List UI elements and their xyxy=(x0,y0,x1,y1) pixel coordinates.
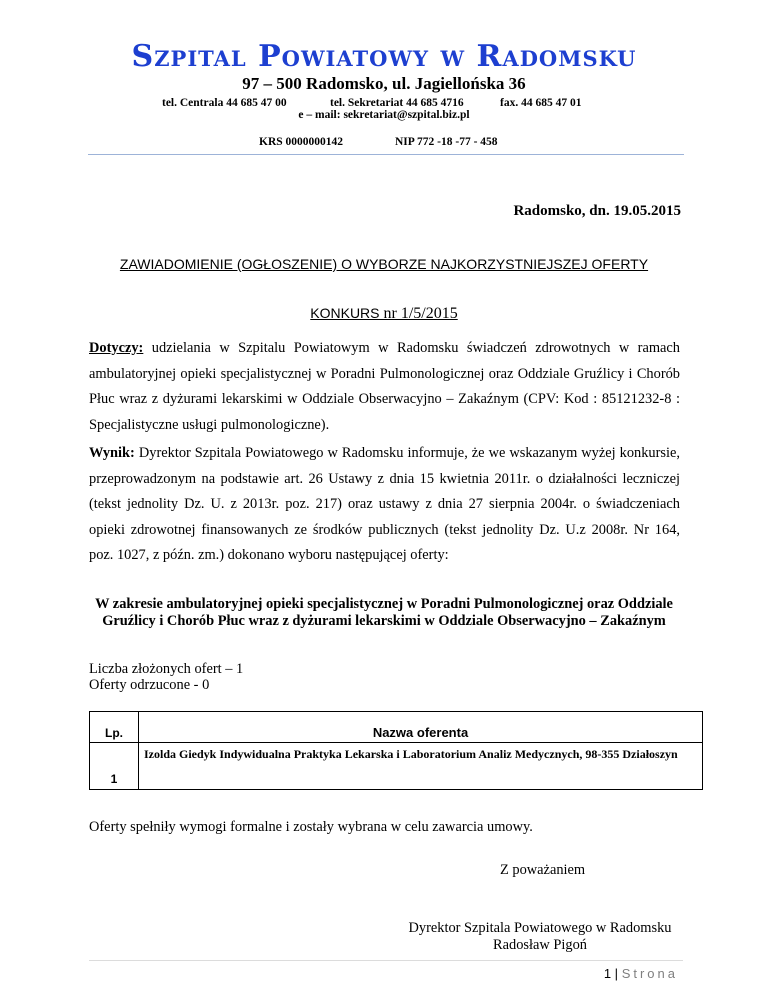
rejected-count: Oferty odrzucone - 0 xyxy=(89,677,210,693)
hospital-address: 97 – 500 Radomsko, ul. Jagiellońska 36 xyxy=(242,74,526,93)
footer-separator: | xyxy=(614,966,619,981)
fax-number: fax. 44 685 47 01 xyxy=(500,97,582,109)
phone-central: tel. Centrala 44 685 47 00 xyxy=(162,97,287,109)
signature-block xyxy=(390,920,690,954)
page-footer xyxy=(604,966,678,981)
row-offeror-name: Izolda Giedyk Indywidualna Praktyka Lekarska i Laboratorium Analiz Medycznych, 98-355 Działoszyn xyxy=(139,743,703,790)
submitted-count: Liczba złożonych ofert – 1 xyxy=(89,661,244,677)
subject-text: udzielania w Szpitalu Powiatowym w Radomsku świadczeń zdrowotnych w ramach ambulatoryjnej opieki specjalistycznej w Poradni Pulmonologicznej oraz Oddziale Gruźlicy i Chorób Płuc wraz z dyżurami lekarskimi w Oddziale Obserwacyjno – Zakaźnym (CPV: Kod : 85121232-8 : Specjalistyczne usługi pulmonologiczne). xyxy=(89,340,680,433)
offers-table xyxy=(89,711,703,790)
row-lp: 1 xyxy=(90,743,139,790)
subject-label: Dotyczy: xyxy=(89,340,144,356)
result-text: Dyrektor Szpitala Powiatowego w Radomsku informuje, że we wskazanym wyżej konkursie, przeprowadzonym na podstawie art. 26 Ustawy z dnia 15 kwietnia 2011r. o działalności leczniczej (tekst jednolity Dz. U. z 2013r. poz. 217) oraz ustawy z dnia 27 sierpnia 2004r. o świadczeniach opieki zdrowotnej finansowanych ze środków publicznych (tekst jednolity Dz. U.z 2008r. Nr 164, poz. 1027, z późn. zm.) dokonano wyboru następującej oferty: xyxy=(89,445,680,563)
footer-divider xyxy=(89,960,683,961)
nip-number: NIP 772 -18 -77 - 458 xyxy=(395,136,498,148)
result-paragraph xyxy=(89,441,680,569)
scope-heading: W zakresie ambulatoryjnej opieki specjalistycznej w Poradni Pulmonologicznej oraz Oddziale Gruźlicy i Chorób Płuc wraz z dyżurami lekarskimi w Oddziale Obserwacyjno – Zakaźnym xyxy=(95,596,673,629)
hospital-name: Szpital Powiatowy w Radomsku xyxy=(131,39,637,74)
contest-label: KONKURS xyxy=(310,305,380,321)
column-header-lp: Lp. xyxy=(90,712,139,743)
column-header-name: Nazwa oferenta xyxy=(139,712,703,743)
signer-title: Dyrektor Szpitala Powiatowego w Radomsku xyxy=(408,920,672,936)
result-label: Wynik: xyxy=(89,445,135,461)
header-divider xyxy=(88,154,684,155)
signer-name: Radosław Pigoń xyxy=(493,937,587,953)
offer-counts xyxy=(89,661,243,693)
contest-number xyxy=(0,305,768,323)
document-date: Radomsko, dn. 19.05.2015 xyxy=(513,203,681,219)
phone-secretariat: tel. Sekretariat 44 685 4716 xyxy=(330,97,464,109)
outcome-text: Oferty spełniły wymogi formalne i zostały wybrana w celu zawarcia umowy. xyxy=(89,819,533,835)
table-header-row xyxy=(90,712,703,743)
contest-value: nr 1/5/2015 xyxy=(383,305,458,322)
krs-number: KRS 0000000142 xyxy=(259,136,344,148)
email-line: e – mail: sekretariat@szpital.biz.pl xyxy=(298,109,470,121)
notice-title: ZAWIADOMIENIE (OGŁOSZENIE) O WYBORZE NAJKORZYSTNIEJSZEJ OFERTY xyxy=(119,256,649,272)
page-number: 1 xyxy=(603,966,612,981)
page-word: Strona xyxy=(621,966,678,981)
table-row xyxy=(90,743,703,790)
subject-paragraph xyxy=(89,336,680,438)
closing-regards: Z poważaniem xyxy=(500,862,586,878)
